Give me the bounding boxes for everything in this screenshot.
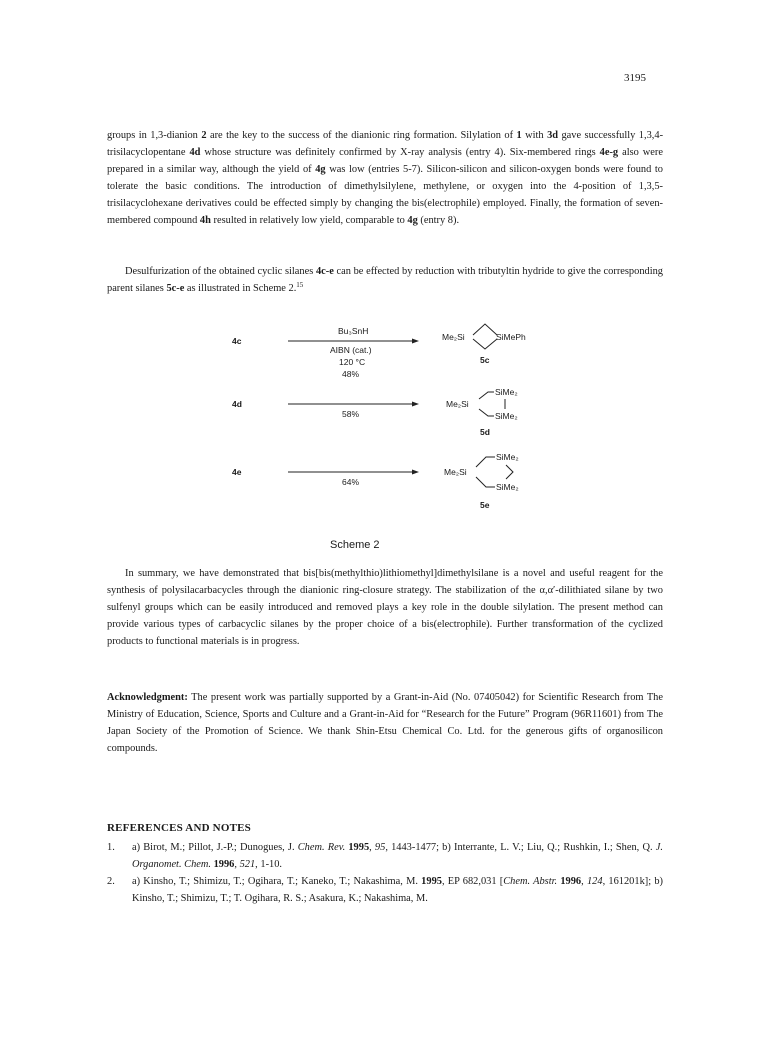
reagent-label: Bu₃SnH [338, 326, 369, 336]
year: 1995 [421, 876, 442, 887]
atom-label-5c-right: SiMePh [496, 332, 526, 342]
ring-bond-5d-top [479, 392, 494, 399]
condition-temperature: 120 °C [339, 357, 366, 367]
atom-label-5d-bottom: SiMe₂ [495, 411, 518, 421]
product-label-5e: 5e [480, 500, 490, 510]
volume: 124 [586, 876, 603, 887]
compound-ref: 5c-e [166, 282, 185, 294]
summary-paragraph [107, 566, 663, 651]
atom-label-5c-left: Me₂Si [442, 332, 465, 342]
compound-ref: 4c-e [315, 266, 334, 277]
text-run: as illustrated in Scheme 2. [184, 282, 297, 294]
text-run: , [369, 842, 375, 853]
compound-ref: 4d [189, 146, 201, 158]
text-run: , [581, 876, 587, 887]
ring-bond-5e-bottom [476, 477, 495, 487]
year: 1995 [348, 842, 370, 853]
reference-number: 2. [107, 876, 115, 887]
yield-label-1: 48% [342, 369, 360, 379]
arrowhead-3 [412, 470, 419, 475]
body-paragraph-1 [107, 128, 663, 229]
text-run: also were prepared in a similar way, although the yield of [107, 146, 663, 175]
text-run: , [234, 859, 240, 870]
volume: 521 [239, 859, 256, 870]
condition-catalyst: AIBN (cat.) [330, 345, 372, 355]
arrowhead-1 [412, 339, 419, 344]
text-run: a) Birot, M.; Pillot, J.-P.; Dunogues, J. [132, 842, 298, 853]
atom-label-5d-top: SiMe₂ [495, 387, 518, 397]
reference-number: 1. [107, 842, 115, 853]
compound-ref: 4h [199, 214, 211, 226]
compound-ref: 3d [547, 130, 559, 141]
text-run: with [521, 130, 548, 141]
text-run: , 1443-1477; b) Interrante, L. V.; Liu, Q.; Rushkin, I.; Shen, Q. [385, 842, 656, 853]
product-label-5c: 5c [480, 355, 490, 365]
yield-label-2: 58% [342, 409, 360, 419]
text-run: , 1-10. [255, 859, 283, 870]
product-label-5d: 5d [480, 427, 490, 437]
start-compound-4d: 4d [232, 399, 242, 409]
start-compound-4e: 4e [232, 467, 242, 477]
summary-text: In summary, we have demonstrated that bis[bis(methylthio)lithiomethyl]dimethylsilane is a novel and useful reagent for the synthesis of polysilacarbacycles through the dianionic ring-closure strategy. The stabilization of the α,α′-dilithiated silane by two sulfenyl groups which can be easily introduced and removed plays a key role in the double silylation. The present method can provide various types of carbacyclic silanes by the proper choice of a bis(electrophile). Further transformation of the cyclized products to functional materials is in progress. [107, 568, 663, 647]
year: 1996 [560, 876, 582, 887]
ring-bond-5c-bottom [473, 339, 497, 349]
compound-ref: 4g [315, 163, 326, 175]
references-list [107, 839, 663, 907]
text-run: , 161201k]; b) Kinsho, T.; Shimizu, T.; T. Ogihara, R. S.; Asakura, K.; Nakashima, M. [132, 876, 664, 904]
acknowledgment-heading: Acknowledgment: [107, 692, 188, 703]
year: 1996 [213, 859, 235, 870]
text-run: (entry 8). [417, 214, 460, 226]
scheme-graphics [230, 322, 570, 552]
body-paragraph-2 [107, 264, 663, 298]
compound-ref: 1 [516, 130, 522, 141]
atom-label-5d-left: Me₂Si [446, 399, 469, 409]
text-run: Desulfurization of the obtained cyclic silanes [125, 266, 316, 277]
ring-bond-5c-top [473, 324, 497, 335]
ring-bond-5d-bottom [479, 409, 494, 416]
compound-ref: 4e-g [599, 146, 619, 158]
atom-label-5e-bottom: SiMe₂ [496, 482, 519, 492]
references-heading: REFERENCES AND NOTES [107, 822, 251, 834]
arrowhead-2 [412, 402, 419, 407]
text-run: gave successfully 1,3,4-trisilacyclopentane [107, 130, 664, 158]
start-compound-4c: 4c [232, 336, 242, 346]
text-run: , EP 682,031 [ [441, 876, 504, 887]
reference-item [107, 839, 663, 873]
compound-ref: 4g [407, 214, 418, 226]
text-run: groups in 1,3-dianion [107, 130, 202, 141]
reaction-scheme-2 [230, 322, 570, 552]
volume: 95 [374, 842, 386, 853]
text-run: whose structure was definitely confirmed by X-ray analysis (entry 4). Six-membered rings [200, 146, 600, 158]
atom-label-5e-top: SiMe₂ [496, 452, 519, 462]
text-run: can be effected by reduction with tributyltin hydride to give the corresponding parent silanes [107, 266, 663, 294]
journal-name: J. Organomet. Chem. [132, 842, 663, 870]
text-run: was low (entries 5-7). Silicon-silicon and silicon-oxygen bonds were found to tolerate the basic conditions. The introduction of dimethylsilylene, methylene, or oxygen into the 4-position of 1,3,5-trisilacyclohexane derivatives could be effected simply by changing the bis(electrophile) employed. Finally, the formation of seven-membered compound [107, 163, 663, 226]
reference-item [107, 873, 663, 907]
journal-name: Chem. Abstr. [503, 876, 558, 887]
text-run: a) Kinsho, T.; Shimizu, T.; Ogihara, T.; Kaneko, T.; Nakashima, M. [132, 876, 422, 887]
ring-bond-5e-right [506, 465, 513, 479]
compound-ref: 2 [201, 130, 207, 141]
scheme-caption: Scheme 2 [330, 539, 380, 551]
text-run: resulted in relatively low yield, comparable to [210, 214, 408, 226]
text-run: are the key to the success of the dianionic ring formation. Silylation of [206, 130, 517, 141]
ring-bond-5e-top [476, 457, 495, 467]
atom-label-5e-left: Me₂Si [444, 467, 467, 477]
acknowledgment [107, 690, 663, 758]
yield-label-3: 64% [342, 477, 360, 487]
page-number: 3195 [624, 72, 646, 84]
journal-name: Chem. Rev. [297, 842, 346, 853]
acknowledgment-text: The present work was partially supported by a Grant-in-Aid (No. 07405042) for Scientific Research from The Ministry of Education, Science, Sports and Culture and a Grant-in-Aid for “Research for the Future” Program (96R11601) from The Japan Society of the Promotion of Science. We thank Shin-Etsu Chemical Co. Ltd. for the generous gifts of organosilicon compounds. [107, 692, 663, 754]
citation-superscript: 15 [296, 280, 304, 289]
